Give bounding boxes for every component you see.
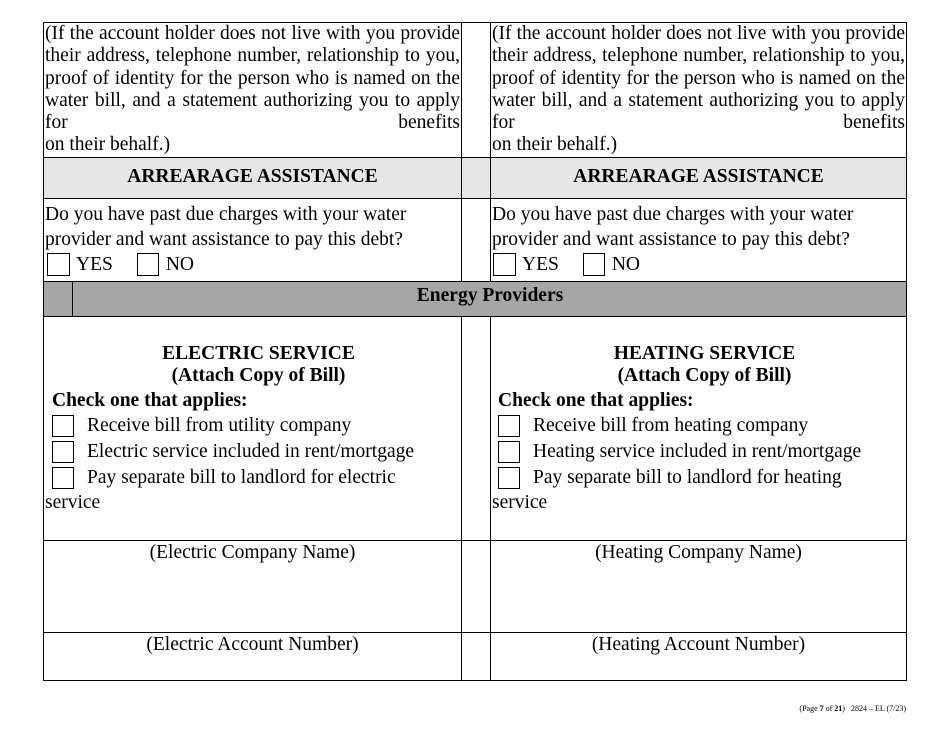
left-arrearage-question: Do you have past due charges with your water provider and want assistance to pay this debt?	[45, 204, 407, 250]
heating-account-number-field[interactable]	[490, 634, 907, 680]
heating-option-1-checkbox[interactable]	[498, 415, 520, 437]
heating-service-cell	[492, 343, 905, 515]
electric-service-subtitle: (Attach Copy of Bill)	[171, 365, 346, 386]
heating-check-label: Check one that applies:	[498, 390, 694, 411]
electric-company-name-label: (Electric Company Name)	[149, 542, 356, 563]
electric-option-2-label: Electric service included in rent/mortgage	[87, 441, 415, 462]
electric-option-3-label: Pay separate bill to landlord for electric	[87, 467, 396, 488]
heating-option-2	[498, 439, 905, 465]
electric-option-3-checkbox[interactable]	[52, 467, 74, 489]
electric-account-number-field[interactable]	[43, 634, 462, 680]
right-no-checkbox[interactable]	[583, 253, 605, 276]
left-arrearage-header: ARREARAGE ASSISTANCE	[127, 166, 378, 187]
electric-option-3	[52, 465, 460, 491]
electric-option-2	[52, 439, 460, 465]
heating-option-1	[498, 413, 905, 439]
page-total: 21	[834, 704, 843, 713]
border-157	[43, 157, 907, 158]
electric-service-title: ELECTRIC SERVICE	[162, 343, 355, 364]
heating-option-2-checkbox[interactable]	[498, 441, 520, 463]
left-yes-checkbox[interactable]	[47, 253, 70, 276]
form-code: 2824 – EL (7/23)	[850, 704, 906, 713]
heating-service-subtitle: (Attach Copy of Bill)	[617, 365, 792, 386]
electric-company-name-field[interactable]	[43, 542, 462, 632]
left-no-label: NO	[165, 254, 195, 275]
left-yes-label: YES	[76, 254, 113, 275]
right-no-label: NO	[611, 254, 641, 275]
right-arrearage-question: Do you have past due charges with your water provider and want assistance to pay this debt?	[492, 204, 854, 250]
page-number: 7	[819, 704, 824, 713]
electric-check-label: Check one that applies:	[52, 390, 248, 411]
heating-company-name-label: (Heating Company Name)	[595, 542, 802, 563]
right-yes-label: YES	[522, 254, 559, 275]
heating-account-number-label: (Heating Account Number)	[591, 634, 806, 655]
left-note-cell	[45, 23, 460, 157]
electric-option-3-wrap: service	[45, 492, 101, 513]
page-footer: (Page 7 of 21) 2824 – EL (7/23)	[799, 704, 906, 713]
heating-option-3-wrap: service	[492, 492, 548, 513]
heating-option-3-checkbox[interactable]	[498, 467, 520, 489]
left-note: (If the account holder does not live with you provide their address, telephone number, relationship to you, proof of identity for the person who is named on the water bill, and a statement authorizing you to apply for benefits on their behalf.)	[45, 23, 460, 156]
right-yes-checkbox[interactable]	[493, 253, 516, 276]
electric-option-1	[52, 413, 460, 439]
border-198	[43, 198, 907, 199]
border-mid-left-top	[461, 22, 462, 281]
heating-option-1-label: Receive bill from heating company	[533, 415, 809, 436]
right-note-cell	[492, 23, 905, 157]
border-632	[43, 632, 907, 633]
energy-providers-header: Energy Providers	[416, 285, 564, 306]
heating-company-name-field[interactable]	[490, 542, 907, 632]
heating-option-3	[498, 465, 905, 491]
border-mid-right-top	[490, 22, 491, 281]
electric-option-1-checkbox[interactable]	[52, 415, 74, 437]
electric-option-2-checkbox[interactable]	[52, 441, 74, 463]
right-arrearage-question-cell	[492, 203, 905, 277]
heating-option-2-label: Heating service included in rent/mortgage	[533, 441, 862, 462]
border-281	[43, 281, 907, 282]
electric-service-cell	[45, 343, 460, 515]
border-316	[43, 316, 907, 317]
right-arrearage-header: ARREARAGE ASSISTANCE	[573, 166, 824, 187]
right-note: (If the account holder does not live with you provide their address, telephone number, relationship to you, proof of identity for the person who is named on the water bill, and a statement authorizing you to apply for benefits on their behalf.)	[492, 23, 905, 156]
right-yes-no-row	[492, 252, 905, 277]
electric-option-1-label: Receive bill from utility company	[87, 415, 352, 436]
heating-service-title: HEATING SERVICE	[613, 343, 796, 364]
heating-option-3-label: Pay separate bill to landlord for heating	[533, 467, 842, 488]
border-bottom	[43, 680, 907, 681]
left-yes-no-row	[45, 252, 460, 277]
left-no-checkbox[interactable]	[137, 253, 159, 276]
arrearage-header-bg-gutter	[462, 157, 490, 198]
border-540	[43, 540, 907, 541]
electric-account-number-label: (Electric Account Number)	[146, 634, 359, 655]
left-arrearage-question-cell	[45, 203, 460, 277]
